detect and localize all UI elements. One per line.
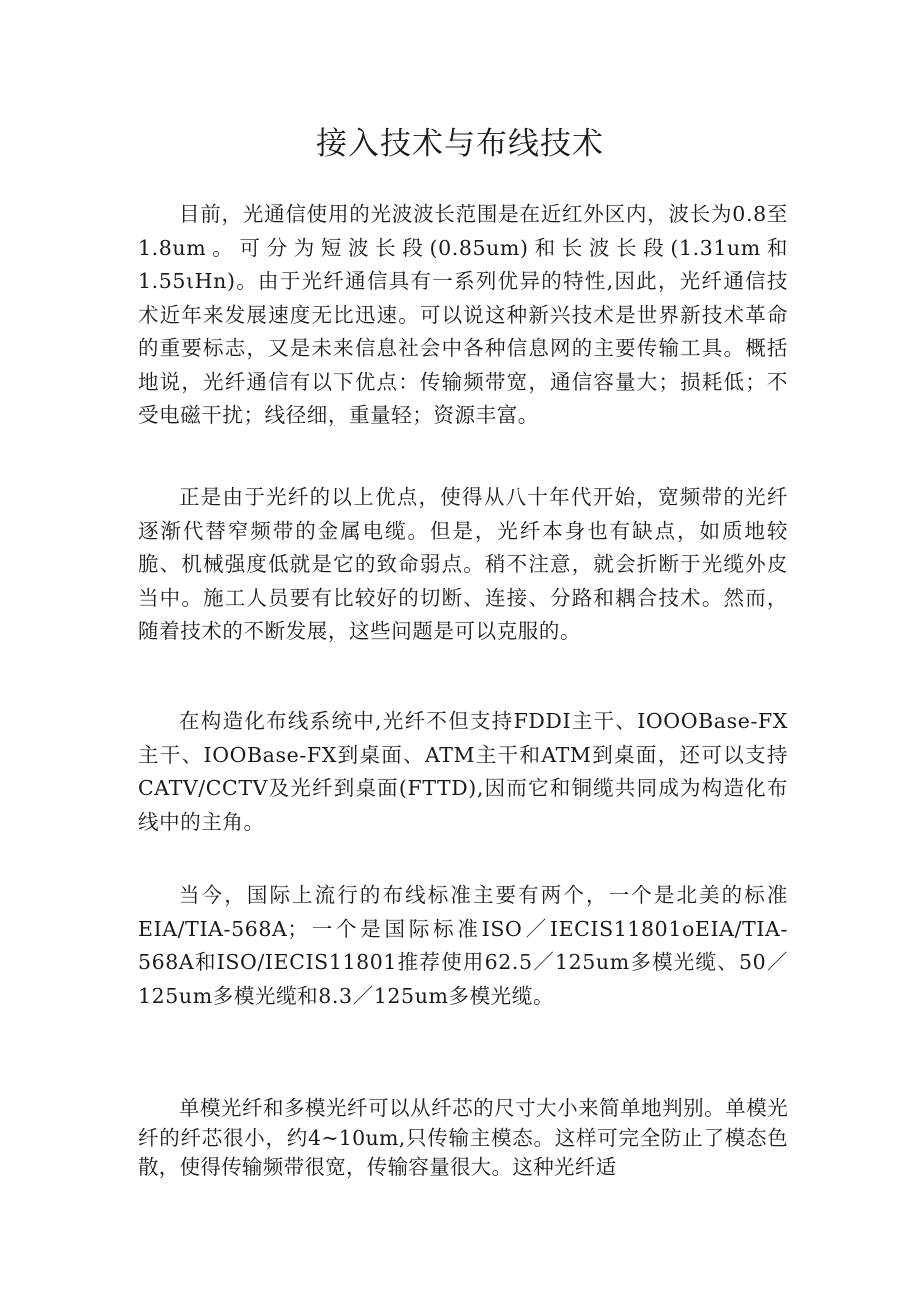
paragraph-single-multi-mode: 单模光纤和多模光纤可以从纤芯的尺寸大小来简单地判别。单模光纤的纤芯很小，约4~10um,只传输主模态。这样可完全防止了模态色散，使得传输频带很宽，传输容量很大。这种光纤适 xyxy=(138,1096,788,1179)
paragraph-fiber-advantages-drawbacks: 正是由于光纤的以上优点，使得从八十年代开始，宽频带的光纤逐渐代替窄频带的金属电缆。但是，光纤本身也有缺点，如质地较脆、机械强度低就是它的致命弱点。稍不注意，就会折断于光缆外皮当中。施工人员要有比较好的切断、连接、分路和耦合技术。然而，随着技术的不断发展，这些问题是可以克服的。 xyxy=(138,485,788,643)
paragraph-cabling-standards: 当今，国际上流行的布线标准主要有两个，一个是北美的标准EIA/TIA-568A；一个是国际标准ISO／IECIS11801oEIA/TIA-568A和ISO/IECIS11801推荐使用62.5／125um多模光缆、50／125um多模光缆和8.3／125um多模光缆。 xyxy=(138,883,788,1008)
paragraph-optical-communication-intro: 目前，光通信使用的光波波长范围是在近红外区内，波长为0.8至1.8um。可分为短波长段(0.85um)和长波长段(1.31um和1.55ιHn)。由于光纤通信具有一系列优异的特性,因此，光纤通信技术近年来发展速度无比迅速。可以说这种新兴技术是世界新技术革命的重要标志，又是未来信息社会中各种信息网的主要传输工具。概括地说，光纤通信有以下优点：传输频带宽，通信容量大；损耗低；不受电磁干扰；线径细，重量轻；资源丰富。 xyxy=(138,202,788,427)
paragraph-structured-cabling-fiber: 在构造化布线系统中,光纤不但支持FDDI主干、IOOOBase-FX主干、IOOBase-FX到桌面、ATM主干和ATM到桌面，还可以支持CATV/CCTV及光纤到桌面(FTTD),因而它和铜缆共同成为构造化布线中的主角。 xyxy=(138,709,788,834)
document-title: 接入技术与布线技术 xyxy=(316,126,604,162)
